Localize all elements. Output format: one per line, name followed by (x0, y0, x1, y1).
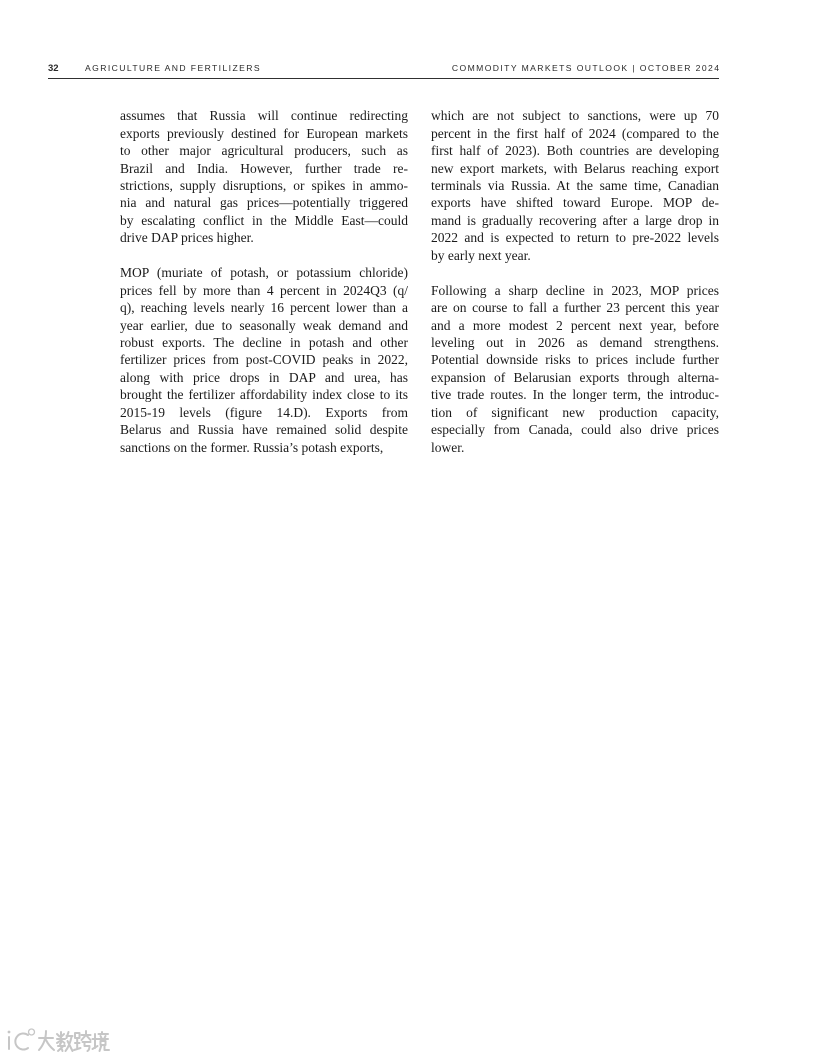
text-line: nia and natural gas prices—potentially triggered (120, 195, 408, 211)
right-column (431, 107, 719, 473)
text-line: terminals via Russia. At the same time, Canadian (431, 178, 719, 194)
text-line: first half of 2023). Both countries are developing (431, 143, 719, 159)
text-line: strictions, supply disruptions, or spikes in ammo- (120, 178, 408, 194)
text-line: by escalating conflict in the Middle East—could (120, 212, 408, 228)
text-line: sanctions on the former. Russia’s potash exports, (120, 439, 384, 455)
header-rule (48, 78, 719, 79)
text-line: new export markets, with Belarus reaching export (431, 160, 719, 176)
text-line: leveling out in 2026 as demand strengthens. (431, 334, 719, 350)
section-title: AGRICULTURE AND FERTILIZERS (85, 63, 261, 73)
text-line: exports have shifted toward Europe. MOP de- (431, 195, 719, 211)
text-line: year earlier, due to seasonally weak demand and (120, 317, 408, 333)
text-line: robust exports. The decline in potash and other (120, 334, 408, 350)
text-line: 2022 and is expected to return to pre-2022 levels (431, 230, 719, 246)
paragraph (431, 107, 719, 264)
watermark-mark (8, 1029, 35, 1050)
text-line: Potential downside risks to prices include further (431, 352, 719, 368)
text-line: to other major agricultural producers, such as (120, 143, 408, 159)
text-line: MOP (muriate of potash, or potassium chloride) (120, 265, 408, 281)
text-line: especially from Canada, could also drive prices (431, 422, 719, 438)
text-line: 2015-19 levels (figure 14.D). Exports from (120, 404, 408, 420)
text-line: q), reaching levels nearly 16 percent lower than a (120, 300, 408, 316)
text-line: brought the fertilizer affordability index close to its (120, 387, 408, 403)
text-line: prices fell by more than 4 percent in 2024Q3 (q/ (120, 282, 408, 298)
text-line: expansion of Belarusian exports through alterna- (431, 369, 719, 385)
text-line: percent in the first half of 2024 (compared to the (431, 125, 719, 141)
text-line: by early next year. (431, 247, 531, 263)
text-line: and a more modest 2 percent next year, before (431, 317, 719, 333)
text-line: fertilizer prices from post-COVID peaks in 2022, (120, 352, 408, 368)
text-line: drive DAP prices higher. (120, 230, 254, 246)
text-line: which are not subject to sanctions, were up 70 (431, 108, 719, 124)
page-number: 32 (48, 62, 59, 74)
watermark-glyphs (39, 1031, 109, 1051)
publication-title: COMMODITY MARKETS OUTLOOK | OCTOBER 2024 (451, 63, 721, 73)
text-line: Belarus and Russia have remained solid despite (120, 422, 408, 438)
text-line: along with price drops in DAP and urea, has (120, 369, 408, 385)
text-line: tion of significant new production capacity, (431, 404, 719, 420)
paragraph (120, 264, 408, 456)
paragraph (431, 282, 719, 456)
text-line: tive trade routes. In the longer term, the introduc- (431, 387, 719, 403)
text-line: lower. (431, 439, 465, 455)
text-line: are on course to fall a further 23 percent this year (431, 300, 719, 316)
text-line: exports previously destined for European markets (120, 125, 408, 141)
text-line: assumes that Russia will continue redirecting (120, 108, 408, 124)
left-column (120, 107, 408, 473)
paragraph (120, 107, 408, 247)
text-line: Following a sharp decline in 2023, MOP prices (431, 282, 719, 298)
text-line: Brazil and India. However, further trade re- (120, 160, 408, 176)
watermark-logo (4, 1025, 112, 1055)
text-line: mand is gradually recovering after a large drop in (431, 212, 719, 228)
